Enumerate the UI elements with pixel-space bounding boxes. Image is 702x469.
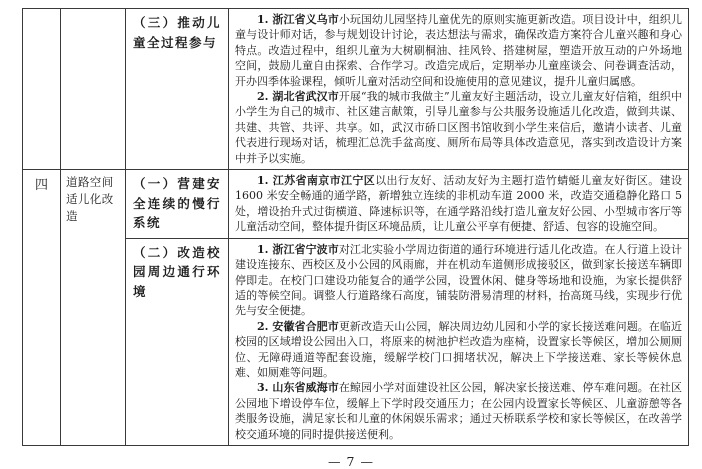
case-text: 对江北实验小学周边街道的通行环境进行适儿化改造。在人行道上设计建设连接东、西校区及小公园的风雨廊，并在机动车道侧形成接驳区，做到家长接送车辆即停即走。在校门口建设功能复合的通学公园，设置休闲、健身等场地和设施，为家长提供舒适的等候空间。调整人行道路缘石高度，铺装防滑易清理的材料，抬高斑马线，实现步行优先与安全便捷。 xyxy=(235,242,682,318)
case-text: 以出行友好、活动友好为主题打造竹蜻蜓儿童友好街区。建设 1600 米安全畅通的通学路，新增独立连续的非机动车道 2000 米，改造交通稳静化路口 5 处，增设抬升式过街横道、降速标识等，在通学路沿线打造儿童友好公园、小型城市客厅等儿童活动空间，整体提升街区环境品质，让儿童公平享有便捷、舒适、包容的设施空间。 xyxy=(235,174,683,234)
table-row xyxy=(23,9,689,170)
seq-cell-4: 四 xyxy=(23,170,61,446)
case-paragraph xyxy=(235,319,682,381)
case-text: 小玩国幼儿园坚持儿童优先的原则实施更新改造。项目设计中，组织儿童与设计师对话，参与规划设计讨论，表达想法与需求，确保改造方案符合儿童兴趣和身心特点。改造过程中，组织儿童为大树刷桐油、挂风铃、搭建树屋，塑造开放互动的户外场地空间，鼓励儿童自由探索、合作学习。改造完成后，定期举办儿童座谈会、问卷调查活动，开办四季体验课程，倾听儿童对活动空间和设施使用的意见建议，提升儿童归属感。 xyxy=(235,13,682,88)
measure-cell-1: （一）营建安全连续的慢行系统 xyxy=(126,170,229,239)
document-page xyxy=(0,8,702,469)
category-cell-empty xyxy=(61,9,126,170)
content-cell-1 xyxy=(229,170,689,239)
category-cell-4: 道路空间适儿化改造 xyxy=(61,170,126,446)
case-paragraph xyxy=(235,89,682,166)
case-lead: 1. 江苏省南京市江宁区 xyxy=(257,174,376,188)
case-lead: 3. 山东省威海市 xyxy=(257,381,339,395)
case-lead: 2. 湖北省武汉市 xyxy=(257,90,339,104)
table-row xyxy=(23,170,689,239)
case-lead: 2. 安徽省合肥市 xyxy=(257,319,339,333)
case-paragraph xyxy=(235,12,682,89)
case-paragraph xyxy=(235,242,682,319)
case-lead: 1. 浙江省义乌市 xyxy=(257,13,339,26)
case-text: 更新改造天山公园，解决周边幼儿园和小学的家长接送难问题。在临近校园的区域增设公园出入口，将原来的树池护栏改造为座椅，设置家长等候区，增加公厕厕位、无障碍通道等配套设施，缓解学校门口拥堵状况，解决上下学接送难、家长等候休息难、如厕难等问题。 xyxy=(235,319,682,379)
case-paragraph xyxy=(235,173,682,235)
content-cell-3 xyxy=(229,9,689,170)
content-cell-2 xyxy=(229,238,689,445)
page-number: — 7 — xyxy=(328,453,374,469)
seq-cell-empty xyxy=(23,9,61,170)
measure-cell-3: （三）推动儿童全过程参与 xyxy=(126,9,229,170)
case-lead: 1. 浙江省宁波市 xyxy=(257,242,339,256)
cases-table xyxy=(22,8,689,446)
case-text: 在鲸园小学对面建设社区公园，解决家长接送难、停车难问题。在社区公园地下增设停车位，缓解上下学时段交通压力；在公园内设置家长等候区、儿童游憩等各类服务设施，满足家长和儿童的休闲娱乐需求；通过天桥联系学校和家长等候区，在改善学校交通环境的同时提供接送便利。 xyxy=(235,381,682,441)
case-paragraph xyxy=(235,380,682,442)
case-text: 开展“我的城市我做主”儿童友好主题活动，设立儿童友好信箱，组织中小学生为自己的城市、社区建言献策，引导儿童参与公共服务设施适儿化改造，做到共谋、共建、共管、共评、共享。如，武汉市硚口区图书馆收到小学生来信后，邀请小读者、儿童代表进行现场对话，梳理汇总洗手盆高度、厕所布局等具体改造意见，落实到改造设计方案中并予以实施。 xyxy=(235,90,682,165)
measure-cell-2: （二）改造校园周边通行环境 xyxy=(126,238,229,445)
